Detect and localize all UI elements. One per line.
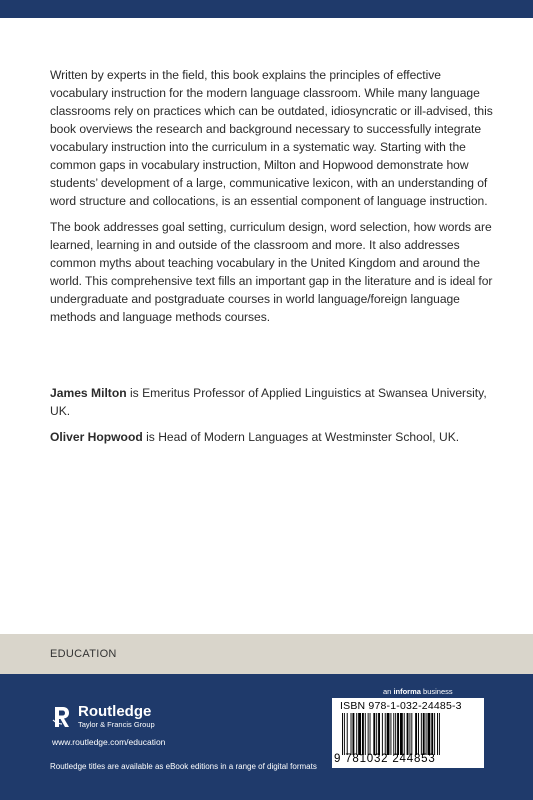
barcode-bar: [347, 713, 348, 755]
barcode-bar: [434, 713, 435, 755]
barcode-bar: [437, 713, 438, 755]
barcode-bars: [340, 713, 478, 755]
barcode-bar: [352, 713, 354, 755]
author-bio-text: is Head of Modern Languages at Westminster School, UK.: [142, 430, 460, 444]
barcode-bar: [368, 713, 369, 755]
informa-suffix: business: [420, 687, 453, 696]
barcode-bar: [378, 713, 380, 755]
barcode-bar: [426, 713, 427, 755]
publisher-footer: [0, 674, 533, 800]
barcode-bar: [387, 713, 390, 755]
barcode-bar: [370, 713, 371, 755]
informa-brand: informa: [393, 687, 421, 696]
ebook-note: Routledge titles are available as eBook editions in a range of digital formats: [50, 762, 317, 771]
author-name: Oliver Hopwood: [50, 430, 143, 444]
barcode-bar: [395, 713, 396, 755]
description-paragraph-2: The book addresses goal setting, curriculum design, word selection, how words are learned, learning in and outside of the classroom and more. It also addresses common myths about teaching vocabulary in the United Kingdom and around the world. This comprehensive text fills an important gap in the literature and is ideal for undergraduate and postgraduate courses in world language/foreign language methods and language methods courses.: [50, 220, 493, 324]
isbn-number: ISBN 978-1-032-24485-3: [340, 700, 462, 712]
barcode-bar: [344, 713, 345, 755]
barcode-bar: [415, 713, 417, 755]
informa-prefix: an: [383, 687, 394, 696]
barcode-bar: [351, 713, 352, 755]
barcode-bar: [382, 713, 383, 755]
barcode-bar: [385, 713, 386, 755]
category-band: [0, 634, 533, 674]
routledge-r-icon: [52, 705, 72, 729]
barcode-bar: [342, 713, 343, 755]
barcode-bar: [358, 713, 361, 755]
barcode-bar: [365, 713, 366, 755]
barcode-bar: [390, 713, 391, 755]
barcode-bar: [418, 713, 419, 755]
barcode-bar: [356, 713, 357, 755]
informa-tagline: [383, 687, 453, 696]
author-bio-1: [50, 384, 495, 420]
barcode-bar: [397, 713, 399, 755]
barcode-bar: [409, 713, 410, 755]
author-bios: [50, 384, 495, 454]
barcode-bar: [411, 713, 412, 755]
barcode-bar: [400, 713, 403, 755]
barcode-bar: [373, 713, 375, 755]
barcode-bar: [376, 713, 377, 755]
barcode-bar: [421, 713, 422, 755]
barcode-bar: [393, 713, 394, 755]
publisher-name: Routledge: [78, 703, 152, 720]
barcode-bar: [439, 713, 440, 755]
author-bio-2: [50, 428, 495, 446]
author-name: James Milton: [50, 386, 127, 400]
barcode-bar: [407, 713, 409, 755]
barcode-bar: [404, 713, 405, 755]
author-bio-text: is Emeritus Professor of Applied Linguistics at Swansea University, UK.: [50, 386, 487, 418]
publisher-url: www.routledge.com/education: [52, 737, 166, 747]
barcode-bar: [362, 713, 364, 755]
book-description: [50, 66, 495, 334]
barcode-bar: [428, 713, 431, 755]
isbn-barcode: [332, 698, 484, 768]
publisher-group: Taylor & Francis Group: [78, 720, 155, 729]
barcode-bar: [431, 713, 433, 755]
description-paragraph-1: Written by experts in the field, this book explains the principles of effective vocabulary instruction for the modern language classroom. While many language classrooms rely on practices which can be outdated, idiosyncratic or ill-advised, this book overviews the research and background necessary to successfully integrate vocabulary instruction into the curriculum in a systematic way. Starting with the common gaps in vocabulary instruction, Milton and Hopwood demonstrate how students’ development of a large, communicative lexicon, with an understanding of word structure and collocations, is an essential component of language instruction.: [50, 68, 493, 208]
barcode-bar: [423, 713, 425, 755]
category-label: EDUCATION: [50, 648, 117, 660]
routledge-logo: [52, 704, 155, 730]
top-color-strip: [0, 0, 533, 18]
barcode-digits: 9 781032 244853: [334, 753, 436, 765]
